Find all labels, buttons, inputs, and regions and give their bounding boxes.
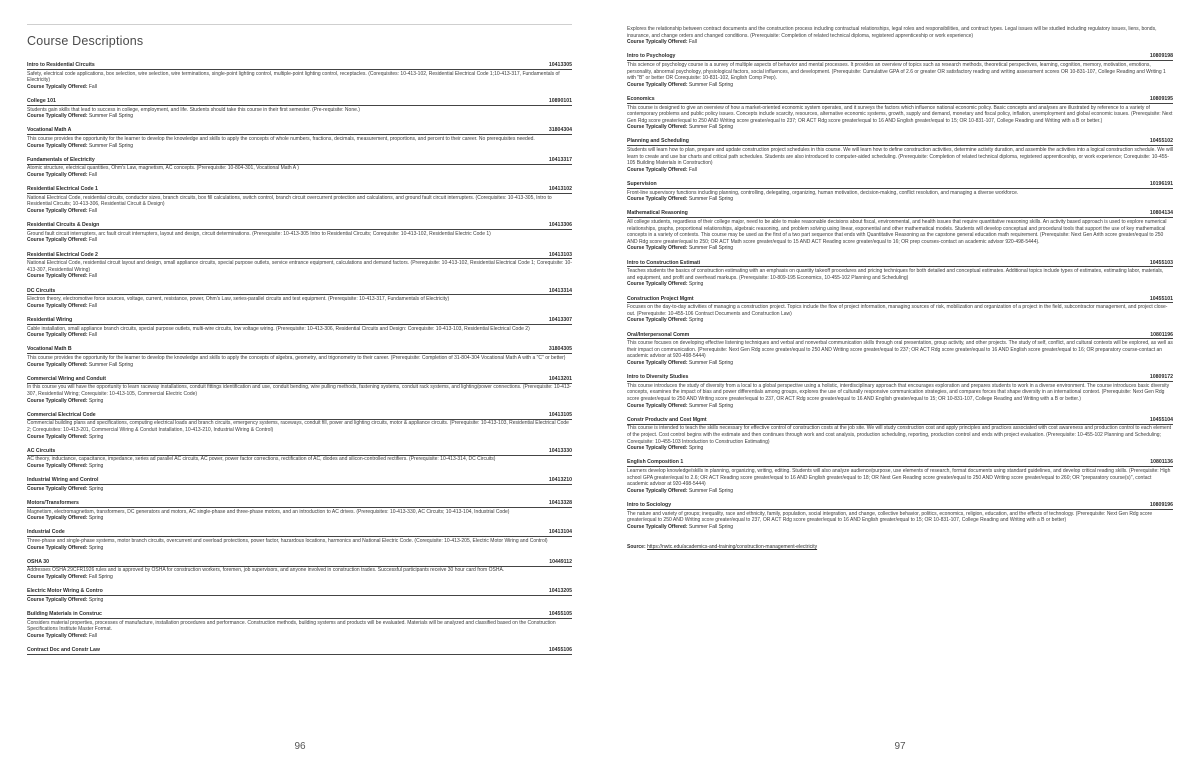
source-label: Source:: [627, 544, 646, 551]
offered-label: Course Typically Offered:: [627, 402, 688, 409]
course-entry: [27, 317, 572, 339]
offered-value: Fall: [88, 632, 97, 639]
offered-label: Course Typically Offered:: [627, 317, 688, 324]
course-title-row: [627, 138, 1173, 146]
course-entry: [627, 296, 1173, 324]
left-course-list: [27, 62, 572, 655]
offered-label: Course Typically Offered:: [27, 632, 88, 639]
offered-value: Spring: [88, 596, 104, 603]
course-offered: [627, 245, 1173, 252]
course-description: Electron theory, electromotive force sources, voltage, current, resistance, power, Ohm's Law, series-parallel circuits and test equipment. (Prerequisite: 10-413-317, Fundamentals of Electricity): [27, 296, 450, 303]
offered-label: Course Typically Offered:: [27, 273, 88, 280]
page-number-right: 97: [894, 741, 906, 752]
page-title: Course Descriptions: [27, 34, 144, 48]
course-number: 10413104: [548, 529, 572, 536]
course-number: 10804134: [1149, 210, 1173, 217]
offered-label: Course Typically Offered:: [27, 208, 88, 215]
course-entry: [27, 529, 572, 551]
course-offered: [627, 167, 1173, 174]
offered-value: Summer Fall Spring: [688, 360, 734, 367]
course-title-row: [27, 317, 572, 325]
offered-label: Course Typically Offered:: [27, 515, 88, 522]
course-number: 10413210: [548, 477, 572, 484]
course-name: Mathematical Reasoning: [627, 210, 688, 217]
offered-value: Fall: [88, 237, 97, 244]
course-description: Front-line supervisory functions including planning, controlling, delegating, organizing, human motivation, decision-making, conflict resolution, and managing a diverse workforce.: [627, 189, 1019, 196]
course-title-row: [27, 62, 572, 70]
course-offered: [27, 113, 572, 120]
offered-value: Summer Fall Spring: [688, 196, 734, 203]
course-entry: [627, 181, 1173, 203]
course-description: Focuses on the day-to-day activities of managing a construction project. Topics include the flow of project information, managing sources of risk, mobilization and organization of a project in the field, subcontractor management, and project close-out. (Prerequisite: 10-455-106 Contract Documents and Construction Law): [627, 304, 1168, 317]
offered-label: Course Typically Offered:: [27, 332, 88, 339]
course-name: Building Materials in Construc: [27, 610, 102, 617]
course-number: 10809196: [1149, 501, 1173, 508]
offered-value: Fall: [688, 166, 697, 173]
offered-label: Course Typically Offered:: [27, 544, 88, 551]
course-number: 10413105: [548, 411, 572, 418]
offered-label: Course Typically Offered:: [627, 39, 688, 46]
course-name: Vocational Math B: [27, 346, 72, 353]
course-number: 10449112: [549, 558, 572, 565]
course-description: Students will learn how to plan, prepare and update construction project schedules in this course. We will learn how to define construction activities, determine activity duration, and assemble the activities into a logical construction schedule. We will learn to create and use bar charts and critical path schedules. Students are also introduced to computer-aided scheduling. (Prerequisite: Completion of related technical diploma, registered apprenticeship, or work experience; Corequisite: 10-455-105 Building Materials in Construction): [627, 147, 1173, 167]
course-name: Oral/Interpersonal Comm: [627, 331, 690, 338]
source-link[interactable]: https://nwtc.edu/academics-and-training/construction-management-electricity: [647, 544, 818, 551]
course-entry: [27, 611, 572, 639]
course-offered: [27, 362, 572, 369]
course-title-row: [27, 477, 572, 485]
course-title-row: [627, 332, 1173, 340]
course-title-row: [627, 210, 1173, 218]
course-title-row: [627, 374, 1173, 382]
course-title-row: [27, 559, 572, 567]
course-entry: [627, 260, 1173, 288]
course-offered: [27, 398, 572, 405]
course-number: 10413305: [548, 62, 572, 68]
course-name: Commercial Electrical Code: [27, 411, 96, 418]
course-number: 10413102: [548, 186, 572, 193]
course-offered: [27, 633, 572, 640]
offered-value: Spring: [688, 317, 704, 324]
offered-value: Fall: [88, 332, 97, 339]
course-description: This course focuses on developing effective listening techniques and verbal and nonverbal communication skills through oral presentation, group activity, and other projects. The study of self, conflict, and cultural contexts will be explored, as well as their impact on communication. (Prerequisite: Next Gen Rdg score greater/equal to 250 AND Writing score greater/equal to 237; OR ACT Rdg score greater/equal to 16 AND English score greater/equal to 16; OR preparatory course-contact an academic advisor at 920-498-5444): [627, 340, 1173, 360]
course-offered: [627, 82, 1173, 89]
course-entry: [27, 186, 572, 214]
offered-value: Fall: [88, 273, 97, 280]
course-entry: [27, 412, 572, 440]
course-name: OSHA 30: [27, 558, 50, 565]
course-description: Commercial building plans and specifications, computing electrical loads and branch circuits, emergency systems, raceways, conduit fill, power and lighting circuits, motor & appliance circuits. (Prerequisite: 10-413-103, Residential Electrical Code 2; Corequisites: 10-413-201, Commercial Wiring & Conduit Installation, 10-413-210, Industrial Wiring & Control): [27, 420, 569, 433]
course-offered: [27, 463, 572, 470]
course-title-row: [27, 376, 572, 384]
course-entry: [627, 374, 1173, 409]
offered-value: Spring: [88, 433, 104, 440]
offered-label: Course Typically Offered:: [27, 237, 88, 244]
course-description: This course introduces the study of diversity from a local to a global perspective using a holistic, interdisciplinary approach that encourages exploration and prepares students to work in a diverse environment. The course introduces basic diversity concepts, examines the impact of bias and power differentials among groups, explores the use of culturally responsive communication strategies, and compares forces that shape diversity in an international context. (Prerequisite: Next Gen Rdg score greater/equal to 250 AND Writing score greater/equal to 237, OR ACT Rdg score greater/equal to 16 AND English greater/equal to 15; OR 10-831-107, College Reading and Writing with a B or better.): [627, 382, 1170, 403]
course-number: 10413330: [548, 447, 572, 454]
course-number: 31804305: [548, 346, 572, 353]
course-number: 10455106: [548, 646, 572, 653]
offered-label: Course Typically Offered:: [627, 360, 688, 367]
offered-label: Course Typically Offered:: [27, 462, 88, 469]
source-line: [627, 544, 1173, 551]
course-name: Planning and Scheduling: [627, 138, 689, 145]
course-entry: [627, 96, 1173, 131]
course-offered: [27, 273, 572, 280]
course-name: Constr Productv and Cost Mgmt: [627, 416, 707, 423]
course-offered: [27, 332, 572, 339]
course-number: 10809172: [1149, 374, 1173, 381]
course-number: 10455104: [1149, 416, 1173, 423]
course-title-row: [27, 647, 572, 655]
course-title-row: [27, 252, 572, 260]
course-entry: [27, 647, 572, 655]
course-offered: [627, 445, 1173, 452]
course-offered: [627, 524, 1173, 531]
course-title-row: [627, 53, 1173, 61]
course-description: This course provides the opportunity for the learner to develop the knowledge and skills to apply the concepts of whole numbers, fractions, decimals, measurement, proportions, and percent to their career. No prerequisites needed.: [27, 136, 535, 143]
course-offered: [27, 143, 572, 150]
course-offered: [627, 124, 1173, 131]
course-title-row: [27, 611, 572, 619]
course-title-row: [27, 222, 572, 230]
offered-label: Course Typically Offered:: [627, 124, 688, 131]
course-name: English Composition 1: [627, 459, 684, 466]
course-offered: [27, 237, 572, 244]
course-offered: [627, 196, 1173, 203]
course-number: 10196191: [1149, 181, 1173, 188]
course-name: Residential Electrical Code 2: [27, 251, 98, 258]
course-entry: [27, 448, 572, 470]
course-entry: [27, 588, 572, 603]
course-offered: [27, 434, 572, 441]
offered-label: Course Typically Offered:: [27, 83, 88, 90]
course-name: Intro to Construction Estimati: [627, 259, 701, 266]
course-description: Learners develop knowledge/skills in planning, organizing, writing, editing. Students will also analyze audience/purpose, use elements of research, format documents using standard guidelines, and develop critical reading skills. (Prerequisite: High school GPA greater/equal to 2.6; OR ACT Reading score greater/equal to 16 AND English greater/equal to 18; OR Next Gen Reading score greater/equal to 250 AND Writing score greater/equal to 260; OR "preparatory course(s)", contact academic advisor at 920-498-5444): [627, 467, 1171, 488]
course-name: Intro to Sociology: [627, 501, 672, 508]
offered-label: Course Typically Offered:: [27, 433, 88, 440]
course-title-row: [27, 157, 572, 165]
offered-value: Summer Fall Spring: [688, 402, 734, 409]
course-number: 10455103: [1149, 259, 1173, 266]
course-description: Safety, electrical code applications, box selection, wire selection, wire terminations, single-point lighting control, multiple-point lighting control, receptacles. (Corequisites: 10-413-102, Residential Electrical Code 1;10-413-317, Fundamentals of Electricity): [27, 70, 560, 84]
course-number: 10801136: [1150, 459, 1173, 466]
course-description: AC theory, inductance, capacitance, impedance, series ad parallel AC circuits, AC power, power factor corrections, rectification of AC, diodes and silicon-controlled rectifiers. (Prerequisite: 10-413-314, DC Circuits): [27, 456, 496, 463]
course-number: 10413317: [548, 156, 572, 163]
course-entry: [627, 53, 1173, 88]
course-entry: [27, 127, 572, 149]
course-name: Industrial Wiring and Control: [27, 477, 99, 484]
course-number: 31804304: [548, 127, 572, 134]
offered-value: Summer Fall Spring: [688, 245, 734, 252]
offered-value: Fall: [688, 39, 697, 46]
course-offered: [27, 515, 572, 522]
offered-label: Course Typically Offered:: [627, 245, 688, 252]
course-number: 10801196: [1150, 331, 1173, 338]
course-number: 10455105: [548, 610, 572, 617]
offered-label: Course Typically Offered:: [27, 172, 88, 179]
course-description: Magnetism, electromagnetism, transformers, DC generators and motors, AC single-phase and three-phase motors, and an introduction to AC drives. (Prerequisites: 10-413-330, AC Circuits; 10-413-104, Industrial Code): [27, 508, 510, 515]
offered-value: Summer Fall Spring: [88, 113, 134, 120]
course-description: Cable installation, small appliance branch circuits, special purpose outlets, multi-wire circuits, low voltage wiring. (Prerequisite: 10-413-306, Residential Circuits and Design: Corequisite: 10-413-103, Residential Electrical Code 2): [27, 325, 530, 332]
offered-value: Spring: [88, 397, 104, 404]
course-description: This science of psychology course is a survey of multiple aspects of behavior and mental processes. It provides an overview of topics such as research methods, theoretical perspectives, learning, cognition, memory, motivation, emotions, personality, abnormal psychology, physiological factors, social influences, and development. (Prerequisite: Cumulative GPA of 2.6 or greater OR satisfactory reading and writing assessment scores OR 10-831-107, College Reading and Writing 1 with "B" or better OR Corequisite: 10-831-102, English Comp Prep).: [627, 61, 1166, 82]
course-title-row: [27, 412, 572, 420]
course-entry: [27, 98, 572, 120]
course-number: 10413306: [548, 222, 572, 229]
course-title-row: [27, 98, 572, 106]
course-name: Electric Motor Wiring & Contro: [27, 588, 103, 595]
course-number: 10809195: [1149, 95, 1173, 102]
course-description: Atomic structure, electrical quantities, Ohm's Law, magnetism, AC concepts. (Prerequisite: 10-804-301, Vocational Math A ): [27, 165, 299, 172]
course-name: College 101: [27, 97, 56, 104]
course-title-row: [627, 417, 1173, 425]
right-course-list: [627, 53, 1173, 530]
offered-value: Summer Fall Spring: [688, 487, 734, 494]
course-description: Addresses OSHA 29CFR1926 rules and is approved by OSHA for construction workers, foremen, job supervisors, and anyone involved in construction trades. Successful participants receive 30 hour card from OSHA.: [27, 567, 505, 574]
course-entry: [627, 502, 1173, 530]
course-name: Industrial Code: [27, 529, 65, 536]
course-name: Supervision: [627, 181, 657, 188]
course-name: Residential Circuits & Design: [27, 222, 100, 229]
course-name: Residential Electrical Code 1: [27, 186, 98, 193]
course-number: 10413307: [548, 316, 572, 323]
course-number: 10413103: [548, 251, 572, 258]
course-offered: [27, 574, 572, 581]
course-name: AC Circuits: [27, 447, 56, 454]
offered-label: Course Typically Offered:: [27, 302, 88, 309]
page-number-left: 96: [294, 741, 306, 752]
course-entry: [27, 62, 572, 90]
offered-label: Course Typically Offered:: [27, 361, 88, 368]
course-title-row: [627, 96, 1173, 104]
course-title-row: [27, 588, 572, 596]
course-name: Intro to Residential Circuits: [27, 62, 95, 68]
offered-label: Course Typically Offered:: [27, 142, 88, 149]
course-description: National Electrical Code, residential circuit layout and design, small appliance circuits, special purpose outlets, service entrance equipment, calculations and demand factors. (Prerequisite: 10-413-102, Residential Electrical Code 1; Corequisite: 10-413-307, Residential Wiring): [27, 260, 573, 273]
offered-label: Course Typically Offered:: [627, 487, 688, 494]
course-offered: [627, 360, 1173, 367]
course-title-row: [27, 346, 572, 354]
offered-value: Spring: [688, 445, 704, 452]
course-number: 10455102: [1149, 138, 1173, 145]
offered-label: Course Typically Offered:: [27, 485, 88, 492]
course-entry: [27, 288, 572, 310]
course-offered: [627, 39, 1173, 46]
course-entry: [627, 210, 1173, 252]
top-rule: [27, 24, 572, 25]
course-entry: [27, 157, 572, 179]
course-description: Students gain skills that lead to success in college, employment, and life. Students should take this course in their first semester. (Pre-requisite: None.): [27, 106, 360, 113]
course-description: The nature and variety of groups; inequality, race and ethnicity, family, population, social integration, and change, collective behavior, politics, economics, religion, education, and the effects of technology. (Prerequisite: Next Gen Rdg score greater/equal to 250 AND Writing score greater/equal to 237, OR ACT Rdg score greater/equal to 16 AND English greater/equal to 15; OR 10-831-107, College Reading and Writing with a B or better): [627, 510, 1153, 524]
course-number: 10809198: [1149, 53, 1173, 60]
course-description: Considers material properties, processes of manufacture, installation procedures and performance. Construction methods, building systems and products will be evaluated. Materials will be analyzed and classified based on the Construction Specifications Institute Master Format.: [27, 619, 556, 633]
course-name: Vocational Math A: [27, 127, 72, 134]
course-title-row: [627, 181, 1173, 189]
offered-label: Course Typically Offered:: [627, 166, 688, 173]
offered-label: Course Typically Offered:: [627, 196, 688, 203]
course-title-row: [627, 502, 1173, 510]
course-entry: [27, 346, 572, 368]
offered-value: Summer Fall Spring: [88, 142, 134, 149]
course-offered: [27, 545, 572, 552]
course-entry: [27, 252, 572, 280]
course-entry: [27, 222, 572, 244]
course-offered: [27, 597, 572, 604]
course-title-row: [27, 529, 572, 537]
course-description: Teaches students the basics of construction estimating with an emphasis on quantity takeoff procedures and pricing techniques for both detailed and conceptual estimates. Additional topics include types of estimates, estimating labor, materials, and equipment, and profit and overhead markups. (Prerequisite: 10-809-195 Economics, 10-455-102 Planning and Scheduling): [627, 268, 1164, 281]
offered-value: Summer Fall Spring: [688, 124, 734, 131]
course-offered: [627, 317, 1173, 324]
course-offered: [627, 403, 1173, 410]
offered-value: Summer Fall Spring: [88, 361, 134, 368]
offered-label: Course Typically Offered:: [627, 281, 688, 288]
course-number: 10455101: [1149, 295, 1173, 302]
offered-value: Fall: [88, 172, 97, 179]
course-name: Intro to Diversity Studies: [627, 374, 689, 381]
course-title-row: [27, 127, 572, 135]
course-entry: [627, 138, 1173, 173]
course-offered: [27, 172, 572, 179]
course-name: Commercial Wiring and Conduit: [27, 375, 106, 382]
offered-label: Course Typically Offered:: [627, 523, 688, 530]
course-description: This course is intended to teach the skills necessary for effective control of construction costs at the job site. We will study construction cost and apply principles and practices associated with cost awareness and production control to each element of the project. Cost control begins with the estimate and then continues through work and cost analysis, production scheduling, reporting, production control and ends with project evaluation. (Prerequisite: 10-455-102 Planning and Scheduling; Corequisite: 10-455-103 Introduction to Construction Estimating): [627, 425, 1171, 445]
course-entry: [627, 459, 1173, 494]
course-offered: [627, 281, 1173, 288]
course-description: All college students, regardless of their college major, need to be able to make reasonable decisions about fiscal, environmental, and health issues that require quantitative reasoning skills. An activity based approach is used to explore numerical relationships, graphs, proportional relationships, algebraic reasoning, and problem solving using linear, exponential and other mathematical models. Students will develop conceptual and procedural tools that support the use of key mathematical concepts in a variety of contexts. This course may be used as the first of a two part sequence that ends with Quantitative Reasoning as the capstone general education math requirement. (Prerequisite: Next Gen Arith score greater/equal to 250 AND Rdg score greater/equal to 250; OR ACT Math score greater/equal to 15 AND ACT Reading score greater/equal to 16; OR prep courses-contact an academic advisor 920-498-5444).: [627, 219, 1167, 245]
course-entry: [27, 376, 572, 404]
course-number: 10413314: [548, 287, 572, 294]
course-name: Economics: [627, 95, 655, 102]
course-entry: [27, 500, 572, 522]
offered-value: Spring: [88, 544, 104, 551]
offered-label: Course Typically Offered:: [27, 113, 88, 120]
offered-label: Course Typically Offered:: [627, 81, 688, 88]
course-entry: [27, 559, 572, 581]
course-number: 10413328: [548, 499, 572, 506]
offered-value: Fall: [88, 208, 97, 215]
course-description: This course provides the opportunity for the learner to develop the knowledge and skills to apply the concepts of algebra, geometry, and trigonometry to their career. (Prerequisite: Completion of 31-804-304 Vocational Math A with a "C" or better): [27, 355, 566, 361]
course-entry: [27, 477, 572, 492]
course-entry: [627, 417, 1173, 452]
offered-value: Fall: [88, 302, 97, 309]
course-offered: [627, 488, 1173, 495]
offered-value: Fall Spring: [88, 573, 113, 580]
course-name: Construction Project Mgmt: [627, 295, 694, 302]
course-name: DC Circuits: [27, 287, 56, 294]
offered-label: Course Typically Offered:: [27, 596, 88, 603]
course-offered: [27, 208, 572, 215]
continued-course-entry: [627, 26, 1173, 46]
course-number: 10413201: [548, 375, 572, 382]
course-title-row: [27, 288, 572, 296]
course-title-row: [27, 500, 572, 508]
course-entry: [627, 332, 1173, 367]
offered-label: Course Typically Offered:: [27, 573, 88, 580]
offered-label: Course Typically Offered:: [627, 445, 688, 452]
course-name: Fundamentals of Electricity: [27, 156, 95, 163]
course-description: National Electrical Code, residential circuits, conductor sizes, branch circuits, box fill calculations, switch control, branch circuit overcurrent protection and calculations, and ground fault circuit interrupters. (Corequisites: 10-413-305, Intro to Residential Circuits; 10-413-306, Residential Circuit & Design): [27, 194, 552, 208]
right-page: [600, 0, 1200, 776]
course-name: Motors/Transformers: [27, 499, 79, 506]
course-title-row: [627, 459, 1173, 467]
course-offered: [27, 84, 572, 91]
course-description: This course is designed to give an overview of how a market-oriented economic system operates, and it surveys the factors which influence national economic policy. Basic concepts and analyses are illustrated by reference to a variety of contemporary problems and public policy issues. Concepts include scarcity, resources, alternative economic systems, growth, supply and demand, monetary and fiscal policy, inflation, unemployment and global economic issues. (Prerequisite: Next Gen Rdg score greater/equal to 250 AND Writing score greater/equal to 237; OR ACT Rdg score greater/equal to 16 AND English greater/equal to 15; OR 10-831-107, College Reading and Writing with a B or better.): [627, 104, 1173, 124]
offered-value: Fall: [88, 83, 97, 90]
offered-label: Course Typically Offered:: [27, 397, 88, 404]
course-title-row: [27, 186, 572, 194]
course-description: In this course you will have the opportunity to learn raceway installations, conduit fittings identification and use, conduit bending, wire pulling methods, fastening systems, conduit rack systems, and lighting/power connections. (Prerequisite: 10-413-307, Residential Wiring; Corequisite: 10-413-105, Commercial Electric Code): [27, 384, 572, 397]
course-number: 10890101: [548, 97, 572, 104]
course-name: Residential Wiring: [27, 316, 73, 323]
course-description: Ground fault circuit interrupters, arc fault circuit interrupters, layout and design, circuit determinations. (Prerequisite: 10-413-305 Intro to Residential Circuits; Corequisite: 10-413-102, Residential Electric Code 1): [27, 230, 491, 237]
course-offered: [27, 303, 572, 310]
course-name: Intro to Psychology: [627, 53, 676, 60]
offered-value: Spring: [688, 281, 704, 288]
course-title-row: [27, 448, 572, 456]
offered-value: Summer Fall Spring: [688, 81, 734, 88]
offered-value: Spring: [88, 485, 104, 492]
course-description: Three-phase and single-phase systems, motor branch circuits, overcurrent and overload protections, power factor, hazardous locations, harmonics and National Electric Code. (Corequisite: 10-413-205, Electric Motor Wiring and Control): [27, 537, 548, 544]
course-name: Contract Doc and Constr Law: [27, 646, 100, 653]
course-title-row: [627, 260, 1173, 268]
offered-value: Spring: [88, 515, 104, 522]
course-description: Explores the relationship between contract documents and the construction process including contractual relationships, legal roles and responsibilities, and contract types. Legal issues will be studied including regulatory issues, liens, bonds, insurance, and change orders and changed conditions. (Prerequisite: Completion of related technical diploma, registered apprenticeship or work experience): [627, 26, 1157, 39]
offered-value: Spring: [88, 462, 104, 469]
course-title-row: [627, 296, 1173, 304]
course-number: 10413205: [548, 588, 572, 595]
course-offered: [27, 486, 572, 493]
offered-value: Summer Fall Spring: [688, 523, 734, 530]
